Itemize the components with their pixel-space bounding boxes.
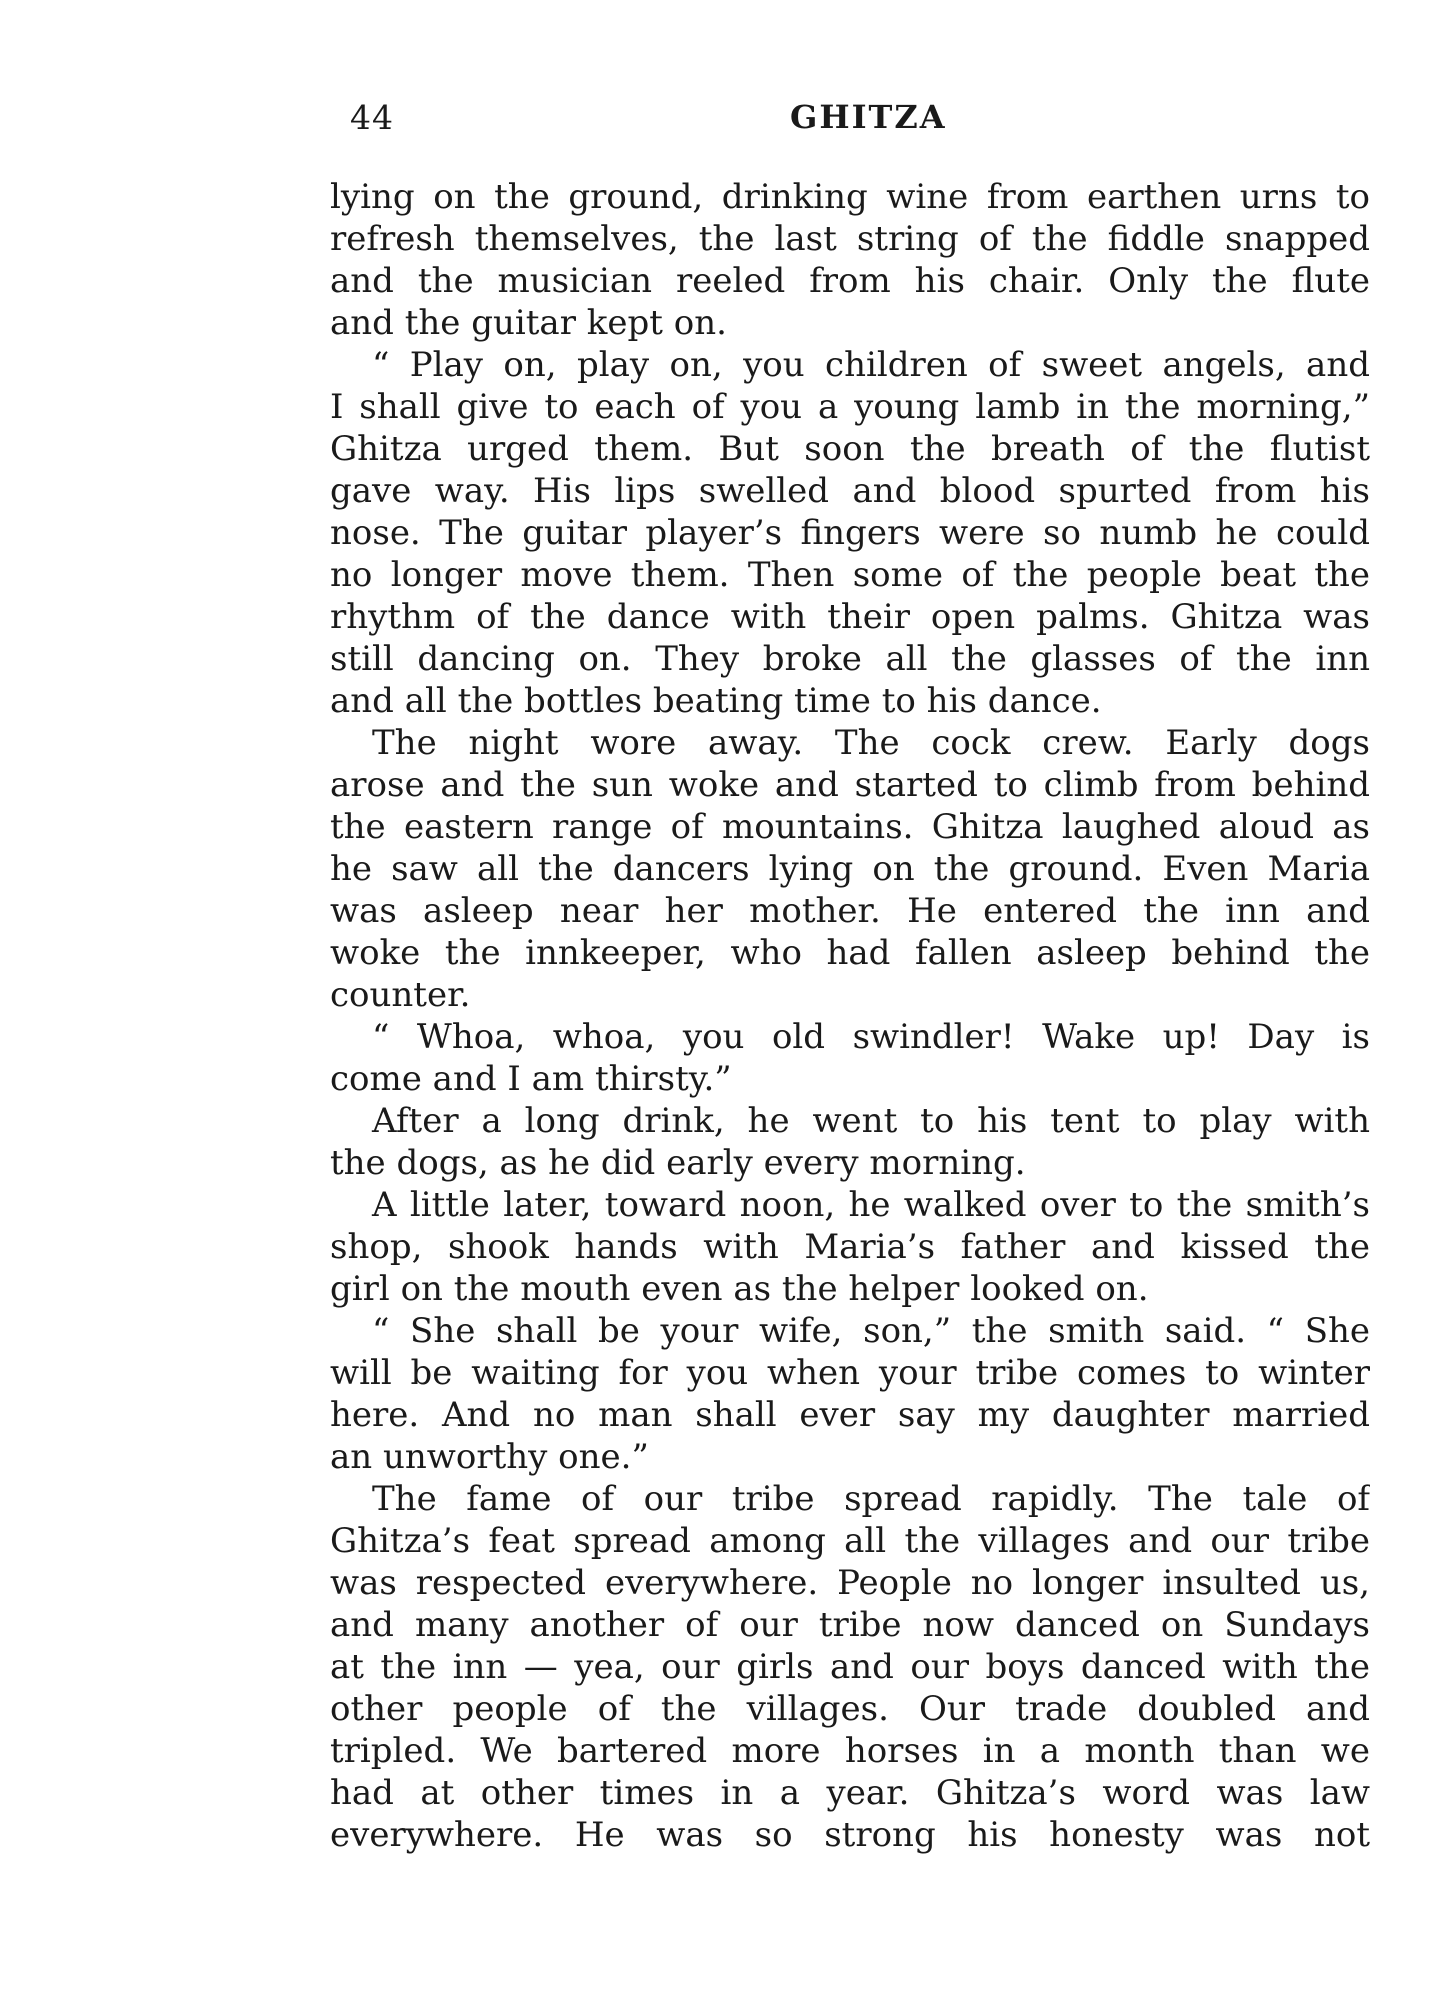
text-line: come and I am thirsty.” xyxy=(330,1059,732,1099)
text-line: Ghitza urged them. But soon the breath of the flutist xyxy=(330,429,1370,469)
text-line: woke the innkeeper, who had fallen asleep behind the xyxy=(330,933,1370,973)
text-line: counter. xyxy=(330,975,471,1015)
text-line: and the musician reeled from his chair. Only the flute xyxy=(330,261,1370,301)
text-line: I shall give to each of you a young lamb in the morning,” xyxy=(330,387,1370,427)
text-line: the eastern range of mountains. Ghitza laughed aloud as xyxy=(330,807,1370,847)
text-line: “ Play on, play on, you children of sweet angels, and xyxy=(372,345,1370,385)
text-line: nose. The guitar player’s fingers were so numb he could xyxy=(330,513,1370,553)
text-line: After a long drink, he went to his tent to play with xyxy=(372,1101,1370,1141)
body-text xyxy=(330,176,1370,1856)
text-line: was asleep near her mother. He entered the inn and xyxy=(330,891,1370,931)
text-line: no longer move them. Then some of the people beat the xyxy=(330,555,1370,595)
text-line: gave way. His lips swelled and blood spurted from his xyxy=(330,471,1370,511)
text-line: “ Whoa, whoa, you old swindler! Wake up! Day is xyxy=(372,1017,1370,1057)
page-number: 44 xyxy=(350,98,394,137)
text-line: refresh themselves, the last string of the fiddle snapped xyxy=(330,219,1370,259)
text-line: and all the bottles beating time to his dance. xyxy=(330,681,1102,721)
text-line: other people of the villages. Our trade doubled and xyxy=(330,1689,1370,1729)
text-line: had at other times in a year. Ghitza’s word was law xyxy=(330,1773,1370,1813)
text-line: The night wore away. The cock crew. Early dogs xyxy=(372,723,1370,763)
text-line: the dogs, as he did early every morning. xyxy=(330,1143,1026,1183)
text-line: girl on the mouth even as the helper looked on. xyxy=(330,1269,1149,1309)
text-line: at the inn — yea, our girls and our boys danced with the xyxy=(330,1647,1370,1687)
text-line: everywhere. He was so strong his honesty was not xyxy=(330,1815,1370,1855)
text-line: arose and the sun woke and started to climb from behind xyxy=(330,765,1370,805)
text-line: lying on the ground, drinking wine from earthen urns to xyxy=(330,177,1370,217)
text-line: and many another of our tribe now danced on Sundays xyxy=(330,1605,1370,1645)
text-line: shop, shook hands with Maria’s father and kissed the xyxy=(330,1227,1370,1267)
text-line: here. And no man shall ever say my daughter married xyxy=(330,1395,1370,1435)
text-line: A little later, toward noon, he walked over to the smith’s xyxy=(372,1185,1370,1225)
running-head: GHITZA xyxy=(790,98,947,136)
text-line: an unworthy one.” xyxy=(330,1437,649,1477)
text-line: will be waiting for you when your tribe comes to winter xyxy=(330,1353,1370,1393)
text-line: rhythm of the dance with their open palms. Ghitza was xyxy=(330,597,1370,637)
page-header xyxy=(350,98,1095,148)
text-line: was respected everywhere. People no longer insulted us, xyxy=(330,1563,1370,1603)
text-line: still dancing on. They broke all the glasses of the inn xyxy=(330,639,1370,679)
text-line: tripled. We bartered more horses in a month than we xyxy=(330,1731,1370,1771)
text-line: The fame of our tribe spread rapidly. The tale of xyxy=(372,1479,1370,1519)
text-line: Ghitza’s feat spread among all the villages and our tribe xyxy=(330,1521,1370,1561)
text-line: “ She shall be your wife, son,” the smith said. “ She xyxy=(372,1311,1370,1351)
text-line: he saw all the dancers lying on the ground. Even Maria xyxy=(330,849,1370,889)
text-line: and the guitar kept on. xyxy=(330,303,727,343)
